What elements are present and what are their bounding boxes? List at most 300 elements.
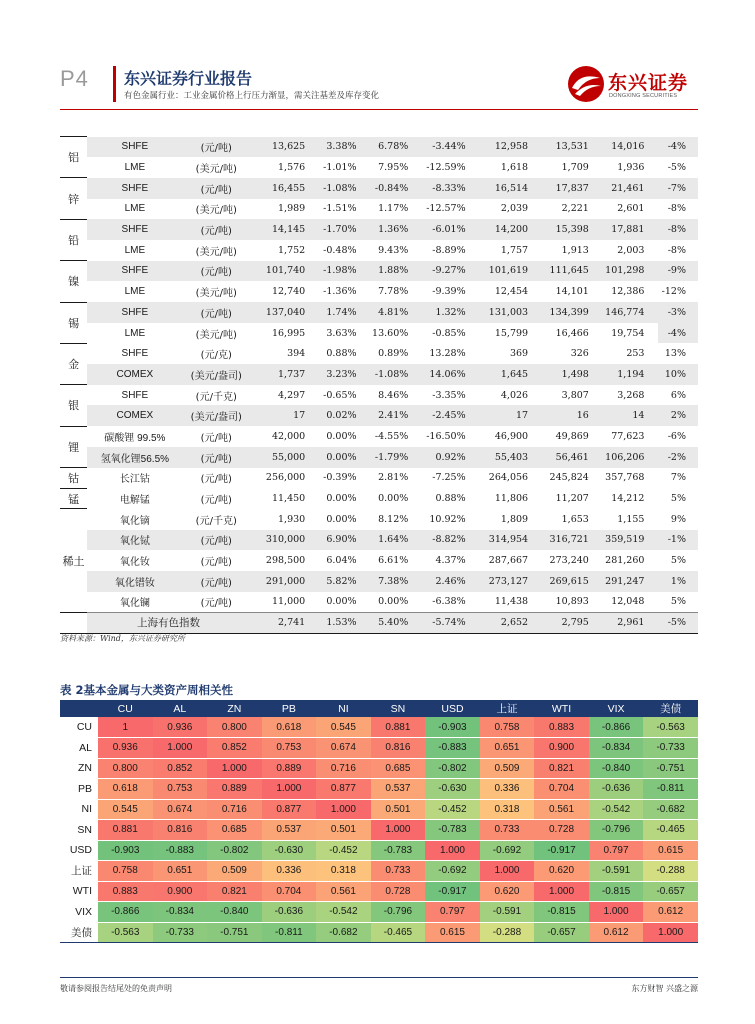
value-cell: 2.46% [422, 571, 479, 592]
correlation-cell: -0.751 [643, 758, 698, 779]
table-row [60, 199, 698, 220]
correlation-cell: -0.682 [316, 922, 371, 943]
correlation-cell: 0.537 [371, 779, 426, 800]
value-cell: 1,576 [278, 162, 306, 174]
value-cell: -1.36% [323, 286, 357, 298]
value-cell: 14.06% [422, 364, 479, 385]
value-cell: 5% [670, 596, 686, 608]
value-cell: 101,619 [480, 261, 542, 282]
correlation-cell: -0.866 [589, 717, 644, 738]
value-cell: 0.92% [422, 447, 479, 468]
correlation-cell: -0.692 [480, 840, 535, 861]
table-row [60, 488, 698, 509]
value-cell: 264,056 [488, 472, 529, 484]
row-header: 上证 [60, 861, 98, 882]
metal-name-cell: 镍 [60, 261, 87, 302]
value-cell: 314,954 [480, 530, 542, 551]
metal-name-cell: 铅 [60, 219, 87, 260]
unit-cell: (元/吨) [200, 495, 232, 507]
correlation-cell: 1.000 [153, 738, 208, 759]
correlation-cell: -0.783 [371, 840, 426, 861]
value-cell: 11,450 [271, 493, 306, 505]
table-row [60, 758, 698, 779]
value-cell: -2.45% [422, 405, 479, 426]
correlation-cell: 0.852 [207, 738, 262, 759]
value-cell: 359,519 [603, 530, 659, 551]
correlation-cell: 0.545 [316, 717, 371, 738]
exchange-cell: LME [124, 203, 146, 215]
correlation-cell: 0.674 [153, 799, 208, 820]
table-row [60, 426, 698, 447]
value-cell: 11,207 [555, 493, 589, 505]
value-cell: 7.78% [378, 286, 409, 298]
value-cell: 1,194 [603, 364, 659, 385]
correlation-cell: 0.501 [316, 820, 371, 841]
value-cell: 11,000 [271, 596, 306, 608]
value-cell: 55,000 [250, 447, 319, 468]
value-cell: 12,958 [480, 137, 542, 158]
correlation-cell: 0.561 [534, 799, 589, 820]
value-cell: 17 [250, 405, 319, 426]
correlation-cell: 1.000 [316, 799, 371, 820]
value-cell: -8.33% [422, 178, 479, 199]
metal-name-cell: 铝 [60, 137, 87, 178]
value-cell: 14,200 [480, 219, 542, 240]
value-cell: 291,247 [603, 571, 659, 592]
column-header: SN [371, 700, 426, 717]
value-cell: -1.08% [319, 178, 370, 199]
value-cell: -0.48% [323, 244, 357, 256]
correlation-cell: -0.815 [589, 881, 644, 902]
value-cell: 1.32% [422, 302, 479, 323]
value-cell: 1,498 [542, 364, 603, 385]
correlation-cell: 0.612 [643, 902, 698, 923]
report-title: 东兴证券行业报告 [124, 69, 253, 88]
value-cell: 17,837 [542, 178, 603, 199]
blank-cell [60, 612, 87, 633]
metal-name-cell: 锰 [60, 488, 87, 509]
table-row [60, 779, 698, 800]
table-row [60, 405, 698, 426]
correlation-cell: -0.288 [643, 861, 698, 882]
value-cell: 5.40% [371, 612, 423, 633]
correlation-cell: 1.000 [534, 881, 589, 902]
value-cell: 55,403 [480, 447, 542, 468]
value-cell: 1.53% [319, 612, 370, 633]
unit-cell: (元/吨) [183, 302, 250, 323]
value-cell: 1,618 [500, 162, 529, 174]
footer-divider [60, 977, 698, 978]
value-cell: -1.51% [323, 203, 357, 215]
value-cell: 0.02% [319, 405, 370, 426]
value-cell: -12.57% [426, 203, 466, 215]
unit-cell: (美元/吨) [195, 246, 237, 258]
value-cell: -8% [667, 244, 686, 256]
value-cell: 12,048 [611, 596, 645, 608]
header-divider [60, 109, 698, 110]
row-header: PB [60, 779, 98, 800]
metal-name-cell: 锂 [60, 426, 87, 467]
value-cell: 6% [670, 389, 686, 401]
correlation-cell: -0.834 [589, 738, 644, 759]
exchange-cell: 氧化钕 [119, 557, 150, 569]
exchange-cell: SHFE [87, 261, 182, 282]
value-cell: 15,799 [494, 327, 529, 339]
correlation-cell: 0.716 [316, 758, 371, 779]
column-header: 上证 [480, 700, 535, 717]
column-header: USD [425, 700, 480, 717]
correlation-cell: -0.542 [589, 799, 644, 820]
exchange-cell: COMEX [87, 405, 182, 426]
correlation-cell: -0.636 [589, 779, 644, 800]
correlation-cell: 0.618 [262, 717, 317, 738]
row-header: AL [60, 738, 98, 759]
value-cell: 11,806 [494, 493, 529, 505]
value-cell: 0.00% [326, 596, 357, 608]
table-row [60, 571, 698, 592]
value-cell: 7% [670, 472, 686, 484]
value-cell: 14 [603, 405, 659, 426]
value-cell: 316,721 [542, 530, 603, 551]
correlation-cell: -0.866 [98, 902, 153, 923]
exchange-cell: SHFE [87, 219, 182, 240]
value-cell: 3.63% [326, 327, 357, 339]
exchange-cell: 长江钴 [119, 474, 150, 486]
metal-name-cell: 钴 [60, 468, 87, 489]
value-cell: 12,386 [611, 286, 645, 298]
value-cell: 2.41% [371, 405, 423, 426]
value-cell: 394 [287, 348, 306, 360]
value-cell: 0.00% [378, 596, 409, 608]
value-cell: 5% [670, 555, 686, 567]
correlation-cell: 0.881 [371, 717, 426, 738]
row-header: NI [60, 799, 98, 820]
value-cell: 2,741 [250, 612, 319, 633]
value-cell: 3,268 [617, 389, 645, 401]
metal-price-table [60, 136, 698, 634]
value-cell: 1.74% [319, 302, 370, 323]
unit-cell: (元/吨) [183, 178, 250, 199]
table-row [60, 364, 698, 385]
unit-cell: (元/吨) [183, 530, 250, 551]
unit-cell: (元/吨) [183, 219, 250, 240]
value-cell: -0.65% [323, 389, 357, 401]
value-cell: 281,260 [605, 555, 645, 567]
exchange-cell: LME [124, 162, 146, 174]
value-cell: 56,461 [542, 447, 603, 468]
correlation-cell: -0.815 [534, 902, 589, 923]
correlation-cell: -0.465 [371, 922, 426, 943]
exchange-cell: LME [124, 327, 146, 339]
value-cell: -1.79% [371, 447, 423, 468]
table-source-note: 资料来源：Wind，东兴证券研究所 [60, 634, 185, 643]
metal-name-cell: 稀土 [60, 509, 87, 612]
correlation-cell: 0.753 [153, 779, 208, 800]
value-cell: 0.88% [326, 348, 357, 360]
value-cell: 1,809 [500, 513, 529, 525]
correlation-cell: -0.811 [262, 922, 317, 943]
unit-cell: (美元/吨) [195, 329, 237, 341]
metal-name-cell: 金 [60, 343, 87, 384]
value-cell: 2,003 [617, 244, 645, 256]
unit-cell: (美元/吨) [195, 288, 237, 300]
correlation-cell: -0.636 [262, 902, 317, 923]
value-cell: -5% [658, 612, 698, 633]
value-cell: 16,466 [555, 327, 589, 339]
correlation-cell: 0.936 [153, 717, 208, 738]
table-row [60, 468, 698, 489]
value-cell: 1,752 [278, 244, 306, 256]
correlation-cell: 0.816 [153, 820, 208, 841]
value-cell: 1,930 [278, 513, 306, 525]
value-cell: 0.88% [435, 493, 466, 505]
correlation-cell: -0.883 [153, 840, 208, 861]
value-cell: 269,615 [542, 571, 603, 592]
table-row [60, 592, 698, 613]
metal-name-cell: 锡 [60, 302, 87, 343]
correlation-cell: 1.000 [480, 861, 535, 882]
correlation-cell: 0.900 [153, 881, 208, 902]
index-total-row [60, 612, 698, 633]
value-cell: -4% [658, 323, 698, 344]
value-cell: -1.08% [371, 364, 423, 385]
correlation-cell: -0.288 [480, 922, 535, 943]
value-cell: -5% [667, 162, 686, 174]
value-cell: 5.82% [319, 571, 370, 592]
correlation-cell: 0.318 [316, 861, 371, 882]
value-cell: 13,531 [542, 137, 603, 158]
value-cell: 42,000 [271, 430, 306, 442]
value-cell: -7.25% [432, 472, 466, 484]
correlation-cell: -0.917 [425, 881, 480, 902]
value-cell: 4,297 [278, 389, 306, 401]
value-cell: 7.95% [378, 162, 409, 174]
value-cell: 1% [658, 571, 698, 592]
value-cell: 2,039 [500, 203, 529, 215]
correlation-cell: 0.612 [589, 922, 644, 943]
value-cell: 0.00% [326, 493, 357, 505]
exchange-cell: SHFE [121, 389, 149, 401]
value-cell: 3,807 [561, 389, 589, 401]
table-row [60, 509, 698, 530]
exchange-cell: 氧化镧 [119, 598, 150, 610]
value-cell: -3.44% [422, 137, 479, 158]
correlation-cell: 0.336 [262, 861, 317, 882]
value-cell: -12% [661, 286, 686, 298]
value-cell: 273,127 [480, 571, 542, 592]
column-header: 美债 [643, 700, 698, 717]
value-cell: 21,461 [603, 178, 659, 199]
value-cell: 256,000 [265, 472, 306, 484]
value-cell: 14,145 [250, 219, 319, 240]
correlation-cell: -0.733 [643, 738, 698, 759]
table-row [60, 219, 698, 240]
value-cell: -0.85% [432, 327, 466, 339]
value-cell: 326 [570, 348, 589, 360]
column-header: PB [262, 700, 317, 717]
value-cell: 1,913 [561, 244, 589, 256]
value-cell: 3.23% [319, 364, 370, 385]
correlation-cell: 0.704 [262, 881, 317, 902]
correlation-cell: -0.657 [643, 881, 698, 902]
value-cell: 13,625 [250, 137, 319, 158]
value-cell: 369 [509, 348, 529, 360]
value-cell: 46,900 [494, 430, 529, 442]
correlation-cell: 0.753 [262, 738, 317, 759]
exchange-cell: COMEX [87, 364, 182, 385]
value-cell: 5% [670, 493, 686, 505]
value-cell: 16,995 [271, 327, 306, 339]
value-cell: 1,989 [278, 203, 306, 215]
exchange-cell: SHFE [87, 178, 182, 199]
value-cell: 0.89% [378, 348, 409, 360]
correlation-cell: 0.758 [98, 861, 153, 882]
correlation-cell: 0.821 [207, 881, 262, 902]
table-row [60, 799, 698, 820]
value-cell: 1,936 [617, 162, 645, 174]
value-cell: -9.27% [422, 261, 479, 282]
value-cell: 7.38% [371, 571, 423, 592]
correlation-cell: 0.545 [98, 799, 153, 820]
correlation-cell: 1.000 [589, 902, 644, 923]
value-cell: 1.36% [371, 219, 423, 240]
correlation-cell: 0.883 [98, 881, 153, 902]
correlation-cell: 0.336 [480, 779, 535, 800]
value-cell: 0.00% [326, 430, 357, 442]
exchange-cell: SHFE [87, 137, 182, 158]
unit-cell: (美元/盎司) [183, 364, 250, 385]
value-cell: 17,881 [603, 219, 659, 240]
correlation-cell: -0.591 [480, 902, 535, 923]
correlation-cell: 0.615 [425, 922, 480, 943]
correlation-cell: -0.834 [153, 902, 208, 923]
value-cell: 253 [626, 348, 645, 360]
value-cell: -8.82% [422, 530, 479, 551]
unit-cell: (美元/吨) [195, 164, 237, 176]
value-cell: 4.81% [371, 302, 423, 323]
correlation-cell: 1.000 [371, 820, 426, 841]
table-row [60, 137, 698, 158]
value-cell: 101,740 [250, 261, 319, 282]
value-cell: 134,399 [542, 302, 603, 323]
value-cell: 1.64% [371, 530, 423, 551]
value-cell: 1,757 [500, 244, 529, 256]
correlation-cell: -0.883 [425, 738, 480, 759]
value-cell: 13.60% [372, 327, 409, 339]
correlation-cell: -0.733 [153, 922, 208, 943]
value-cell: 13.28% [429, 348, 466, 360]
table-row [60, 261, 698, 282]
correlation-cell: 0.674 [316, 738, 371, 759]
table-row [60, 881, 698, 902]
value-cell: -8% [667, 203, 686, 215]
correlation-cell: 0.852 [153, 758, 208, 779]
row-header: VIX [60, 902, 98, 923]
row-header: 美债 [60, 922, 98, 943]
unit-cell: (元/吨) [200, 598, 232, 610]
value-cell: 6.78% [371, 137, 423, 158]
exchange-cell: SHFE [121, 348, 149, 360]
unit-cell: (元/吨) [183, 137, 250, 158]
correlation-cell: -0.563 [643, 717, 698, 738]
value-cell: 16,514 [480, 178, 542, 199]
logo-mark-icon [566, 64, 606, 104]
value-cell: -16.50% [426, 430, 466, 442]
row-header: SN [60, 820, 98, 841]
footer-slogan: 东方财智 兴盛之源 [631, 984, 698, 993]
exchange-cell: 氢氧化锂56.5% [87, 447, 182, 468]
value-cell: -0.84% [371, 178, 423, 199]
correlation-cell: -0.917 [534, 840, 589, 861]
value-cell: 16,455 [250, 178, 319, 199]
column-header: AL [153, 700, 208, 717]
correlation-cell: 0.509 [207, 861, 262, 882]
correlation-cell: 0.733 [480, 820, 535, 841]
correlation-cell: 0.883 [534, 717, 589, 738]
value-cell: 9% [670, 513, 686, 525]
value-cell: 12,454 [494, 286, 529, 298]
table-row [60, 840, 698, 861]
value-cell: 2,221 [561, 203, 589, 215]
value-cell: 111,645 [542, 261, 603, 282]
value-cell: -1.98% [319, 261, 370, 282]
value-cell: 17 [480, 405, 542, 426]
correlation-cell: -0.783 [425, 820, 480, 841]
value-cell: -3.35% [432, 389, 466, 401]
unit-cell: (元/千克) [195, 391, 237, 403]
table-row [60, 717, 698, 738]
correlation-cell: 0.685 [207, 820, 262, 841]
correlation-cell: 0.877 [262, 799, 317, 820]
exchange-cell: SHFE [87, 302, 182, 323]
correlation-cell: 0.936 [98, 738, 153, 759]
correlation-cell: -0.802 [425, 758, 480, 779]
value-cell: 1,737 [250, 364, 319, 385]
correlation-cell: 0.537 [262, 820, 317, 841]
value-cell: 310,000 [250, 530, 319, 551]
value-cell: 6.04% [326, 555, 357, 567]
value-cell: -4% [658, 137, 698, 158]
value-cell: 49,869 [555, 430, 589, 442]
row-header: CU [60, 717, 98, 738]
value-cell: 16 [542, 405, 603, 426]
correlation-cell: -0.563 [98, 922, 153, 943]
correlation-cell: 1 [98, 717, 153, 738]
value-cell: 2% [658, 405, 698, 426]
correlation-cell: -0.657 [534, 922, 589, 943]
value-cell: -5.74% [422, 612, 479, 633]
value-cell: 1,653 [561, 513, 589, 525]
disclaimer-note: 敬请参阅报告结尾处的免责声明 [60, 984, 172, 993]
header-accent-bar [113, 66, 116, 102]
exchange-cell: LME [124, 286, 146, 298]
value-cell: 19,754 [611, 327, 645, 339]
value-cell: 15,398 [542, 219, 603, 240]
exchange-cell: 氧化镨钕 [87, 571, 182, 592]
correlation-cell: 0.758 [480, 717, 535, 738]
corner-cell [60, 700, 98, 717]
table-row [60, 281, 698, 302]
value-cell: -6.38% [432, 596, 466, 608]
value-cell: 77,623 [611, 430, 645, 442]
column-header: VIX [589, 700, 644, 717]
correlation-cell: 1.000 [262, 779, 317, 800]
correlation-cell: 0.889 [262, 758, 317, 779]
correlation-cell: -0.692 [425, 861, 480, 882]
correlation-table-title: 表 2基本金属与大类资产周相关性 [60, 683, 234, 697]
table-row [60, 178, 698, 199]
value-cell: 11,438 [494, 596, 529, 608]
